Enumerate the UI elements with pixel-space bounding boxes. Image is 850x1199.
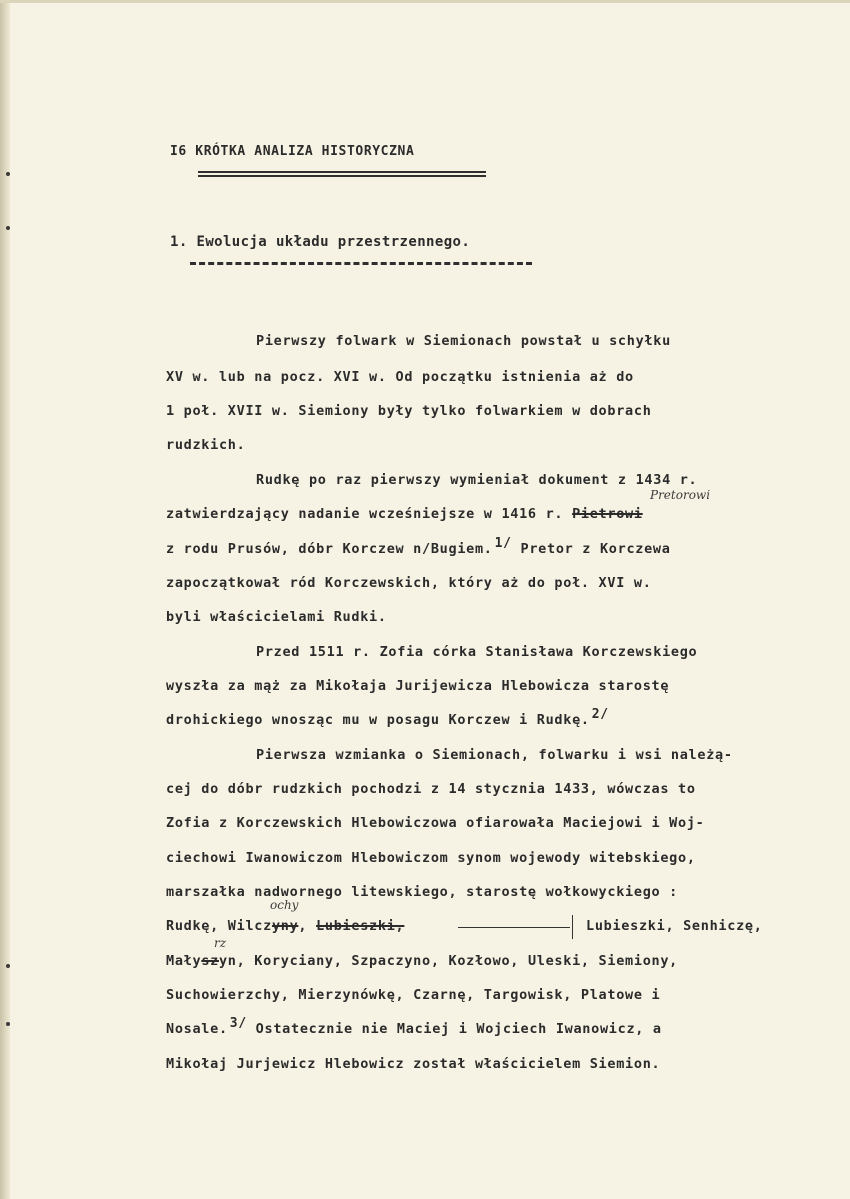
text-line: Suchowierzchy, Mierzynówkę, Czarnę, Targowisk, Platowe i: [166, 987, 661, 1003]
text-fragment: Mały: [166, 953, 202, 969]
text-line: cej do dóbr rudzkich pochodzi z 14 stycznia 1433, wówczas to: [166, 781, 696, 797]
text-line: ciechowi Iwanowiczom Hlebowiczom synom wojewody witebskiego,: [166, 850, 696, 866]
text-line: XV w. lub na pocz. XVI w. Od początku istnienia aż do: [166, 369, 634, 385]
struck-word: Pietrowi: [572, 506, 643, 522]
margin-mark: [6, 964, 10, 968]
text-line: zapoczątkował ród Korczewskich, który aż do poł. XVI w.: [166, 575, 652, 591]
margin-mark: [6, 172, 10, 176]
handwritten-correction: Pretorowi: [650, 488, 711, 502]
heading-double-underline: [198, 171, 486, 177]
margin-mark: [6, 1022, 10, 1026]
text-fragment: Nosale.: [166, 1021, 228, 1037]
text-line: [166, 918, 404, 934]
text-line: rudzkich.: [166, 437, 246, 453]
text-line: Zofia z Korczewskich Hlebowiczowa ofiarowała Maciejowi i Woj-: [166, 815, 705, 831]
text-fragment: Rudkę, Wilcz: [166, 918, 272, 934]
text-fragment: zatwierdzający nadanie wcześniejsze w 1416 r.: [166, 506, 573, 522]
handwritten-insertion-mark: [572, 915, 573, 939]
text-line: [166, 953, 678, 969]
paper-top-edge: [0, 0, 850, 3]
section-heading: I6 KRÓTKA ANALIZA HISTORYCZNA: [170, 144, 415, 159]
handwritten-strike-line: [458, 927, 570, 928]
struck-word: Lubieszki,: [316, 918, 405, 934]
handwritten-correction: ochy: [270, 898, 299, 912]
text-fragment: Pretor z Korczewa: [511, 541, 671, 557]
struck-fragment: sz: [201, 953, 219, 969]
text-line: Przed 1511 r. Zofia córka Stanisława Korczewskiego: [256, 644, 698, 660]
footnote-ref: 3/: [229, 1016, 247, 1031]
text-line: wyszła za mąż za Mikołaja Jurijewicza Hlebowicza starostę: [166, 678, 670, 694]
text-line: 1 poł. XVII w. Siemiony były tylko folwarkiem w dobrach: [166, 403, 652, 419]
text-line: Mikołaj Jurjewicz Hlebowicz został właścicielem Siemion.: [166, 1056, 661, 1072]
text-line: [166, 1016, 662, 1038]
text-fragment: Ostatecznie nie Maciej i Wojciech Iwanowicz, a: [246, 1021, 662, 1037]
subsection-heading: 1. Ewolucja układu przestrzennego.: [170, 234, 471, 250]
text-line: Rudkę po raz pierwszy wymieniał dokument z 1434 r.: [256, 472, 698, 488]
text-fragment: z rodu Prusów, dóbr Korczew n/Bugiem.: [166, 541, 493, 557]
text-line: byli właścicielami Rudki.: [166, 609, 387, 625]
margin-mark: [6, 226, 10, 230]
subheading-dashed-underline: [190, 262, 532, 265]
text-fragment: ,: [298, 918, 317, 934]
struck-fragment: yny: [271, 918, 299, 934]
text-fragment: drohickiego wnosząc mu w posagu Korczew i Rudkę.: [166, 712, 590, 728]
paper-edge: [0, 0, 10, 1199]
text-line: Pierwsza wzmianka o Siemionach, folwarku i wsi należą-: [256, 747, 733, 763]
handwritten-correction: rz: [214, 936, 227, 950]
text-line: [166, 536, 671, 558]
text-line: Lubieszki, Senhiczę,: [586, 918, 763, 934]
text-line: Pierwszy folwark w Siemionach powstał u schyłku: [256, 333, 671, 349]
text-line: [166, 707, 609, 729]
text-line: [166, 506, 643, 522]
footnote-ref: 1/: [494, 536, 512, 551]
text-line: marszałka nadwornego litewskiego, starostę wołkowyckiego :: [166, 884, 679, 900]
text-fragment: yn, Koryciany, Szpaczyno, Kozłowo, Uleski, Siemiony,: [218, 953, 679, 969]
footnote-ref: 2/: [591, 707, 609, 722]
